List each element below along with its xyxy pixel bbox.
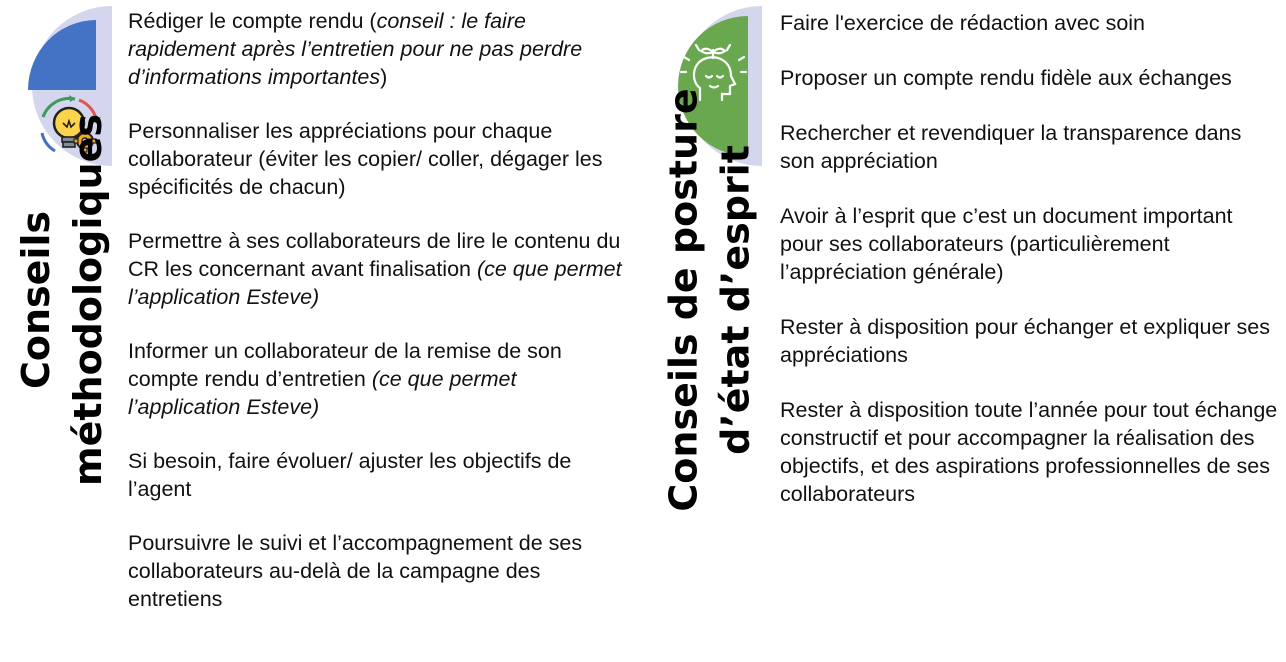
posture-list xyxy=(780,9,1280,535)
posture-panel xyxy=(648,0,1286,662)
list-item: Faire l'exercice de rédaction avec soin xyxy=(780,11,1146,35)
methodology-list xyxy=(128,7,628,639)
posture-title-line-2: d’état d’esprit xyxy=(714,145,759,455)
list-item: Proposer un compte rendu fidèle aux échanges xyxy=(780,66,1232,90)
list-item: Poursuivre le suivi et l’accompagnement de ses collaborateurs au-delà de la campagne des entretiens xyxy=(128,531,583,611)
methodology-panel xyxy=(0,0,640,662)
list-item: Permettre à ses collaborateurs de lire le contenu du CR les concernant avant finalisation (ce que permet l’application Esteve) xyxy=(128,229,622,309)
methodology-title-line-2: méthodologiques xyxy=(66,113,111,487)
list-item: Personnaliser les appréciations pour chaque collaborateur (éviter les copier/ coller, dégager les spécificités de chacun) xyxy=(128,119,603,199)
posture-title xyxy=(658,0,762,600)
list-item: Rester à disposition toute l’année pour tout échange constructif et pour accompagner la réalisation des objectifs, et des aspirations professionnelles de ses collaborateurs xyxy=(780,398,1278,506)
list-item: Si besoin, faire évoluer/ ajuster les objectifs de l’agent xyxy=(128,449,572,501)
methodology-title xyxy=(10,0,114,600)
list-item: Rechercher et revendiquer la transparence dans son appréciation xyxy=(780,121,1242,173)
list-item: Rester à disposition pour échanger et expliquer ses appréciations xyxy=(780,315,1271,367)
list-item: Avoir à l’esprit que c’est un document important pour ses collaborateurs (particulièrement l’appréciation générale) xyxy=(780,204,1233,284)
list-item: Informer un collaborateur de la remise de son compte rendu d’entretien (ce que permet l’application Esteve) xyxy=(128,339,562,419)
posture-title-line-1: Conseils de posture xyxy=(662,88,707,512)
methodology-title-line-1: Conseils xyxy=(14,210,59,390)
list-item: Rédiger le compte rendu (conseil : le faire rapidement après l’entretien pour ne pas perdre d’informations importantes) xyxy=(128,9,583,89)
